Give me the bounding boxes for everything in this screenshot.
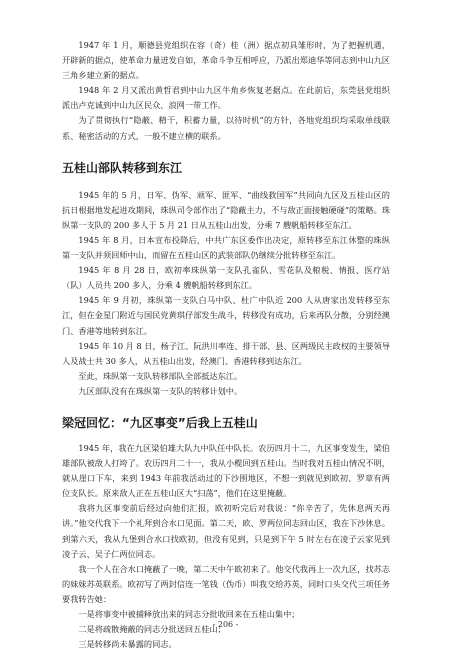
paragraph: 至此，珠纵第一支队转移部队全部抵达东江。 — [78, 370, 243, 381]
paragraph: 1947 年 1 月，顺德县党组织在容（奇）桂（洲）据点初具雏形时，为了把握机遇，开辟新的据点，使革命力量迸发自如，革命斗争互相呼应，乃派出郑迪华等同志到中山九区三角乡建立新的据点。 — [62, 40, 390, 81]
paragraph: 1945 年 8 月，日本宣布投降后，中共广东区委作出决定，原转移至东江休整的珠纵第一支队并须回师中山，而留在五桂山区的武装部队仍继续分批转移至东江。 — [62, 234, 390, 261]
section-heading: 五桂山部队转移到东江 — [62, 160, 183, 175]
paragraph: 1945 年的 5 月，日军、伪军、顽军、匪军、“曲线救国军”共同向九区及五桂山区的抗日根据地发起进攻期间，珠纵司令部作出了“隐蔽主力，不与敌正面接触硬碰”的策略。珠纵第一支队的 200 多人于 5 月 21 日从五桂山出发，分乘 7 艘帆船转移至东江。 — [62, 189, 390, 230]
paragraph: 一是将事变中被捕释放出来的同志分批收回来在五桂山集中； — [78, 609, 300, 619]
page-number: - 206 - — [212, 620, 239, 629]
section-wuguishan-transfer — [62, 188, 390, 399]
paragraph: 1945 年 10 月 8 日，杨子江、阮洪川率连、排干部、县、区两级民主政权的主要领导人及战士共 30 多人，从五桂山出发，经澳门、香港转移到达东江。 — [62, 340, 390, 366]
paragraph: 1945 年 9 月初，珠纵第一支队白马中队、杜广中队近 200 人从唐家出发转移至东江，但在金星门附近与国民党黄琪仔部发生战斗，转移没有成功，后来再队分散，分别经澳门、香港等地转到东江。 — [62, 295, 390, 336]
paragraph: 九区部队没有在珠纵第一支队的转移计划中。 — [78, 385, 243, 396]
paragraph: 1945 年 8 月 28 日，欧初率珠纵第一支队孔雀队、雪花队及粮税、情报、医疗站（队）人员共 200 多人，分乘 4 艘帆船转移到东江。 — [62, 265, 390, 291]
paragraph: 1945 年，我在九区梁伯雄大队九中队任中队长。农历四月十二，九区事变发生，梁伯雄部队被敌人打垮了。农历四月二十一，我从小榄回到五桂山。当时我对五桂山情况不明，就从崖口下车，来到 1943 年前我活动过的下沙围地区，不想一到就见到欧初、罗章有两位支队长。原来敌人正在五桂山区大“扫荡”，他们在这里掩蔽。 — [62, 442, 390, 499]
section-heading: 梁冠回忆：“九区事变”后我上五桂山 — [62, 415, 258, 430]
page-content — [62, 38, 390, 652]
paragraph: 三是转移尚未暴露的同志。 — [78, 639, 177, 650]
paragraph: 我将九区事变前后经过向他们汇报，欧初听完后对我说：“你辛苦了，先休息两天再讲。”他交代我下一个礼拜到合水口见面。第二天，欧、罗两位同志回山区，我在下沙休息。到第六天，我从九堡到合水口找欧初，但没有见到，只是到下午 5 时左右在凌子云家见到凌子云、吴子仁两位同志。 — [62, 503, 390, 559]
section-intro — [62, 38, 390, 144]
paragraph: 1948 年 2 月又派出黄哲君到中山九区牛角乡恢复老据点。在此前后，东莞县党组织派出卢克诚到中山九区民众、浪网一带工作。 — [62, 85, 390, 111]
paragraph: 为了贯彻执行“隐蔽、精干，积蓄力量，以待时机”的方针，各地党组织均采取单线联系、秘密活动的方式，一般不建立横的联系。 — [62, 115, 390, 141]
paragraph: 我一个人在合水口掩蔽了一晚，第二天中午欧初来了。他交代我再上一次九区，找苏志的妹妹苏英联系。欧初写了两封信连一笔钱（伪币）叫我交给苏英，同时口头交代三项任务要我转告她： — [62, 563, 390, 604]
paragraph: 二是将疏散掩蔽的同志分批送回五桂山； — [78, 624, 226, 635]
